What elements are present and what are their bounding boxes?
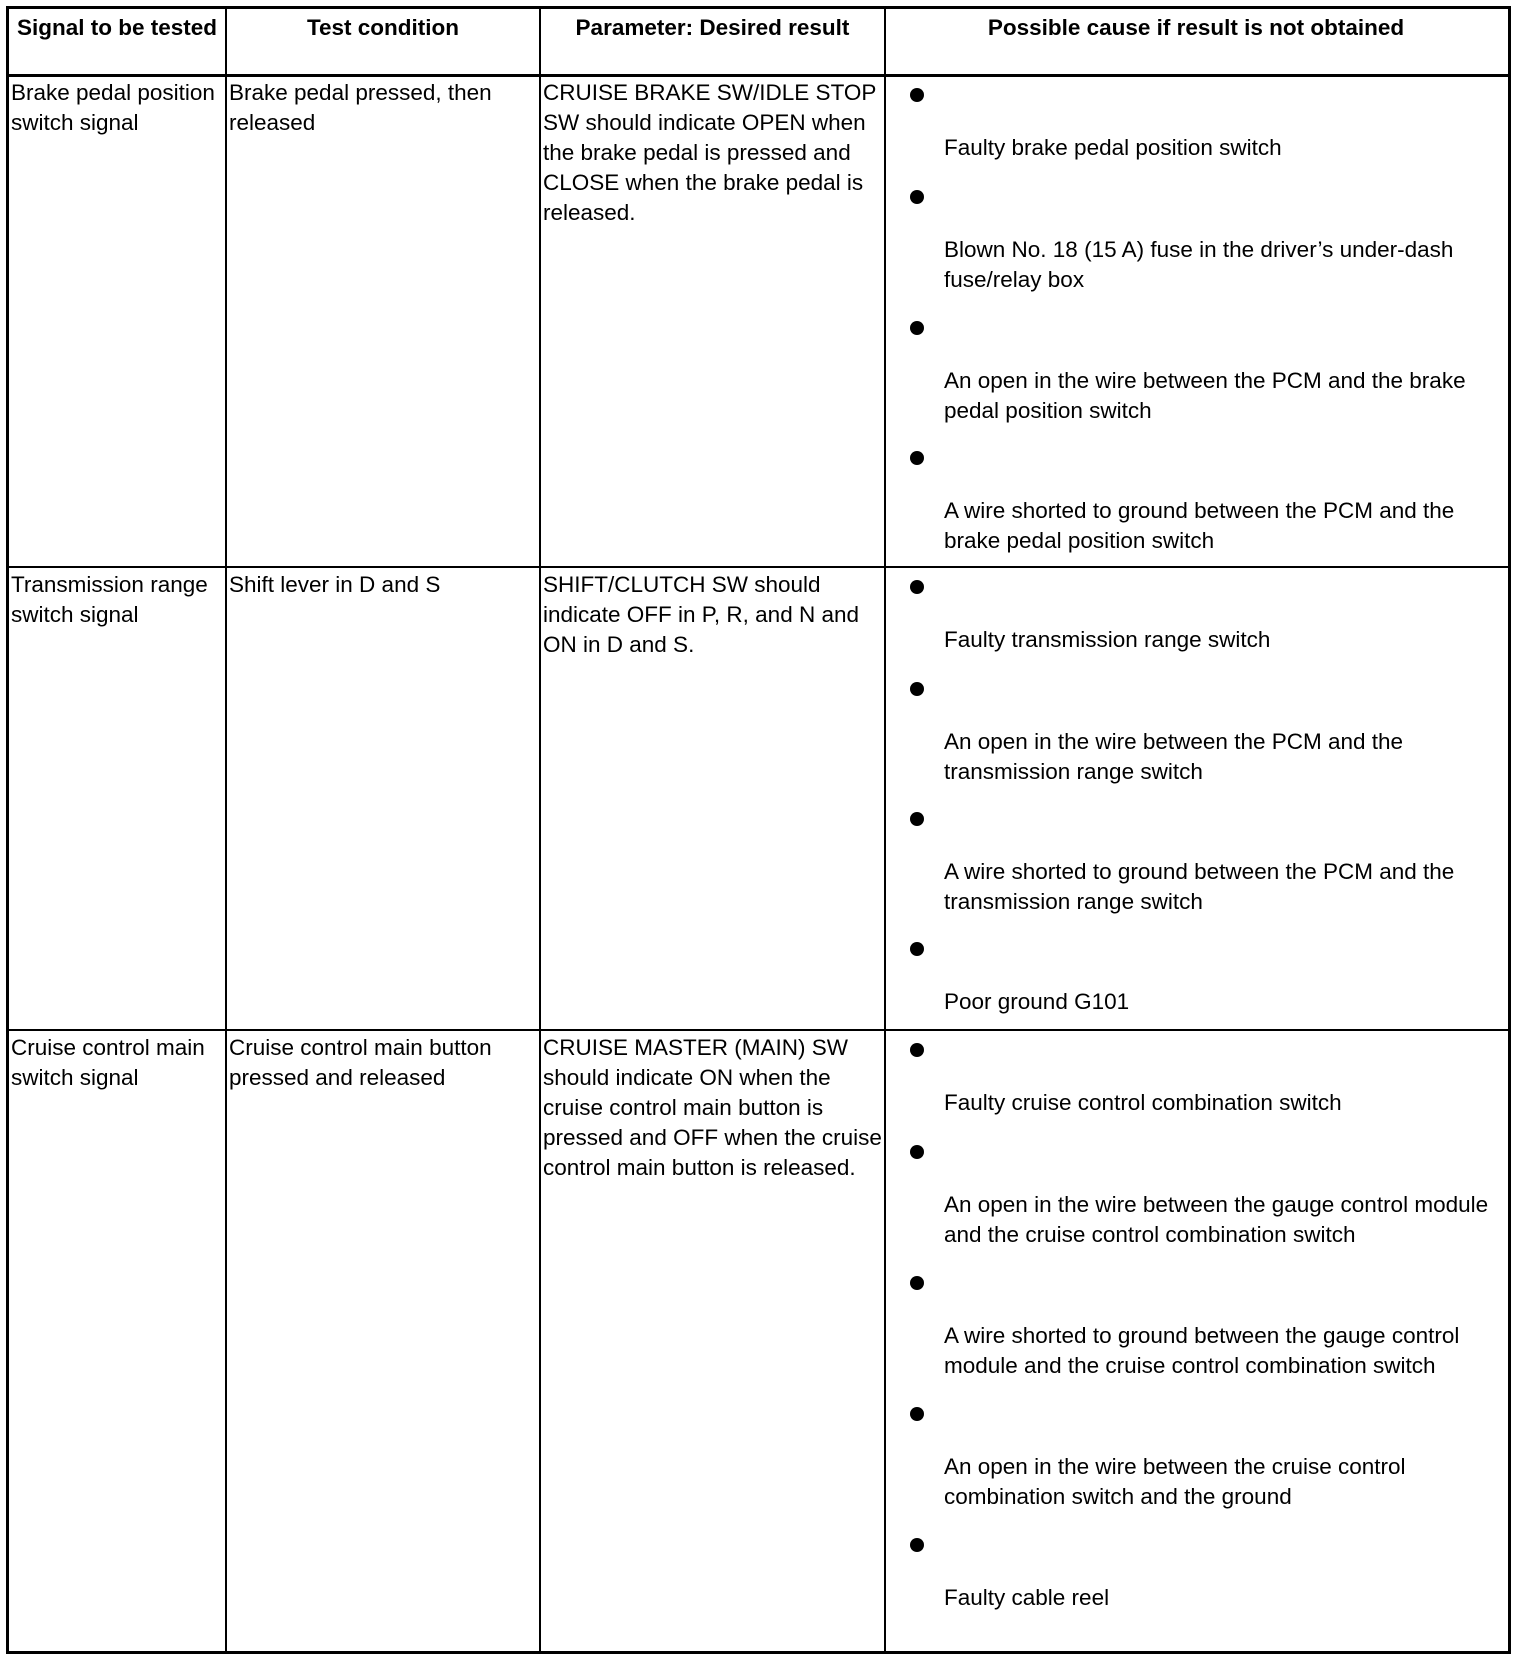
diagnostic-table [6,6,1511,1654]
cause-text: An open in the wire between the PCM and the transmission range switch [944,729,1404,784]
cause-text: An open in the wire between the PCM and the brake pedal position switch [944,368,1466,423]
bullet-icon [910,682,924,696]
bullet-icon [910,942,924,956]
row3-condition: Cruise control main button pressed and released [229,1035,492,1090]
bullet-icon [910,1276,924,1290]
bullet-icon [910,1145,924,1159]
cause-item [888,932,1504,1017]
cause-text: Blown No. 18 (15 A) fuse in the driver’s under-dash fuse/relay box [944,237,1454,292]
cause-text: Faulty cruise control combination switch [944,1090,1342,1115]
bullet-icon [910,1407,924,1421]
row-divider [9,566,1508,568]
cause-item [888,311,1504,426]
row3-causes [888,1033,1504,1613]
row2-result: SHIFT/CLUTCH SW should indicate OFF in P, R, and N and ON in D and S. [543,572,859,657]
cause-text: An open in the wire between the cruise control combination switch and the ground [944,1454,1406,1509]
header-result: Parameter: Desired result [575,15,850,40]
cause-text: A wire shorted to ground between the PCM and the transmission range switch [944,859,1455,914]
header-divider [9,74,1508,77]
bullet-icon [910,580,924,594]
bullet-icon [910,190,924,204]
row2-causes [888,570,1504,1017]
cause-text: A wire shorted to ground between the PCM and the brake pedal position switch [944,498,1455,553]
column-divider [539,9,541,1651]
cause-item [888,802,1504,917]
bullet-icon [910,1043,924,1057]
column-divider [225,9,227,1651]
header-signal: Signal to be tested [16,15,218,40]
cause-item [888,180,1504,295]
cause-text: An open in the wire between the gauge control module and the cruise control combination switch [944,1192,1489,1247]
row2-signal: Transmission range switch signal [11,572,208,627]
bullet-icon [910,321,924,335]
row-divider [9,1029,1508,1031]
cause-item [888,441,1504,556]
cause-item [888,672,1504,787]
cause-item [888,78,1504,163]
row1-causes [888,78,1504,556]
bullet-icon [910,812,924,826]
bullet-icon [910,88,924,102]
cause-item [888,1266,1504,1381]
cause-text: Faulty transmission range switch [944,627,1271,652]
cause-item [888,1135,1504,1250]
row1-signal: Brake pedal position switch signal [11,80,215,135]
row2-condition: Shift lever in D and S [229,572,441,597]
bullet-icon [910,1538,924,1552]
cause-item [888,1397,1504,1512]
cause-item [888,1033,1504,1118]
row1-result: CRUISE BRAKE SW/IDLE STOP SW should indicate OPEN when the brake pedal is pressed and CLOSE when the brake pedal is released. [543,80,877,225]
cause-item [888,1528,1504,1613]
row3-signal: Cruise control main switch signal [11,1035,205,1090]
row3-result: CRUISE MASTER (MAIN) SW should indicate ON when the cruise control main button is pressed and OFF when the cruise control main button is released. [543,1035,882,1180]
row1-condition: Brake pedal pressed, then released [229,80,492,135]
header-condition: Test condition [306,15,460,40]
column-divider [884,9,886,1651]
cause-text: Faulty brake pedal position switch [944,135,1282,160]
cause-text: Poor ground G101 [944,989,1130,1014]
cause-text: A wire shorted to ground between the gauge control module and the cruise control combination switch [944,1323,1460,1378]
cause-text: Faulty cable reel [944,1585,1110,1610]
cause-item [888,570,1504,655]
bullet-icon [910,451,924,465]
header-causes: Possible cause if result is not obtained [987,15,1405,40]
